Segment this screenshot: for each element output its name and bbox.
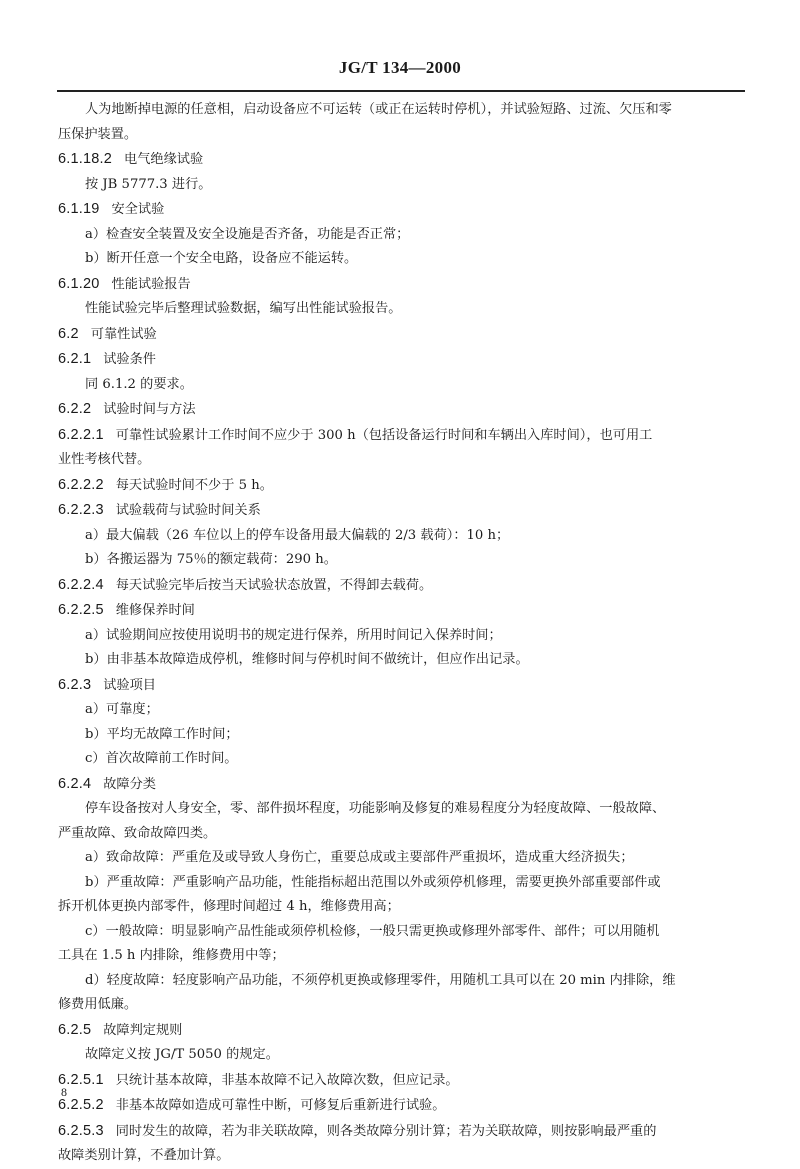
section-number: 6.2.1 (58, 351, 92, 367)
section-title: 试验条件 (103, 352, 156, 367)
section-heading (58, 197, 748, 223)
section-heading (58, 423, 748, 449)
section-number: 6.1.19 (58, 201, 100, 217)
paragraph-continuation: 拆开机体更换内部零件，修理时间超过 4 h，维修费用高； (58, 899, 400, 914)
section-title: 同时发生的故障，若为非关联故障，则各类故障分别计算；若为关联故障，则按影响最严重的 (115, 1123, 657, 1139)
section-title: 试验时间与方法 (103, 402, 196, 417)
section-title: 性能试验报告 (111, 276, 191, 292)
section-number: 6.2.2.4 (58, 576, 104, 593)
section-number: 6.2.2.1 (58, 426, 104, 443)
section-heading (58, 473, 748, 499)
paragraph-line: 性能试验完毕后整理试验数据，编写出性能试验报告。 (85, 301, 402, 316)
section-heading (58, 322, 748, 348)
section-title: 可靠性试验 (90, 326, 157, 342)
paragraph-line: a）最大偏载（26 车位以上的停车设备用最大偏载的 2/3 载荷）：10 h； (85, 527, 510, 543)
paragraph-line: c）首次故障前工作时间。 (85, 751, 238, 766)
section-title: 只统计基本故障，非基本故障不记入故障次数，但应记录。 (115, 1072, 459, 1088)
section-number: 6.2.2.3 (58, 502, 104, 518)
section-title: 试验载荷与试验时间关系 (115, 503, 261, 518)
page-number: 8 (61, 1085, 67, 1099)
section-number: 6.2.2.2 (58, 476, 104, 493)
paragraph-line: a）试验期间应按使用说明书的规定进行保养，所用时间记入保养时间； (85, 627, 502, 643)
paragraph-line: d）轻度故障：轻度影响产品功能，不须停机更换或修理零件，用随机工具可以在 20 min 内排除，维 (85, 972, 676, 988)
section-number: 6.2.4 (58, 775, 92, 792)
paragraph-line: 停车设备按对人身安全，零、部件损坏程度，功能影响及修复的难易程度分为轻度故障、一般故障、 (85, 801, 666, 816)
section-heading (58, 347, 748, 373)
paragraph-continuation: 工具在 1.5 h 内排除，维修费用中等； (58, 948, 285, 963)
paragraph-line: b）平均无故障工作时间； (85, 726, 239, 742)
paragraph-line: a）致命故障：严重危及或导致人身伤亡，重要总成或主要部件严重损坏，造成重大经济损失； (85, 850, 634, 865)
paragraph-line: b）断开任意一个安全电路，设备应不能运转。 (85, 251, 358, 266)
section-title: 维修保养时间 (115, 603, 195, 618)
paragraph-line: b）严重故障：严重影响产品功能，性能指标超出范围以外或须停机修理，需要更换外部重要部件或 (85, 874, 661, 890)
section-heading (58, 147, 748, 173)
section-title: 试验项目 (103, 677, 156, 693)
section-heading (58, 272, 748, 298)
section-number: 6.1.18.2 (58, 151, 113, 167)
section-number: 6.2.5.3 (58, 1122, 104, 1139)
section-number: 6.2.2.5 (58, 602, 104, 618)
section-number: 6.2.2 (58, 401, 92, 417)
section-heading (58, 1119, 748, 1145)
paragraph-line: 故障定义按 JG/T 5050 的规定。 (85, 1047, 279, 1062)
section-title: 故障分类 (103, 776, 156, 792)
section-number: 6.1.20 (58, 275, 100, 292)
section-number: 6.2.3 (58, 676, 92, 693)
section-heading (58, 397, 748, 423)
section-heading (58, 772, 748, 798)
section-number: 6.2.5 (58, 1021, 92, 1038)
paragraph-line: c）一般故障：明显影响产品性能或须停机检修，一般只需更换或修理外部零件、部件；可以用随机 (85, 923, 660, 939)
section-heading (58, 1068, 748, 1094)
section-heading (58, 573, 748, 599)
section-title: 电气绝缘试验 (124, 152, 204, 167)
paragraph-line: a）可靠度； (85, 702, 159, 717)
section-heading (58, 673, 748, 699)
section-title: 非基本故障如造成可靠性中断，可修复后重新进行试验。 (115, 1098, 446, 1113)
section-heading (58, 1093, 748, 1119)
paragraph-continuation: 业性考核代替。 (58, 452, 151, 467)
header-rule (57, 90, 745, 92)
paragraph-line: a）检查安全装置及安全设施是否齐备，功能是否正常； (85, 226, 410, 242)
section-number: 6.2.5.2 (58, 1097, 104, 1113)
section-title: 安全试验 (111, 202, 165, 217)
section-title: 每天试验时间不少于 5 h。 (115, 477, 273, 493)
paragraph-line: 按 JB 5777.3 进行。 (85, 176, 212, 192)
paragraph-line: 人为地断掉电源的任意相，启动设备应不可运转（或正在运转时停机），并试验短路、过流、欠压和零 (85, 102, 672, 117)
paragraph-continuation: 故障类别计算，不叠加计算。 (58, 1148, 230, 1163)
section-heading (58, 498, 748, 524)
document-body (58, 98, 748, 1169)
section-title: 故障判定规则 (103, 1022, 183, 1038)
paragraph-continuation: 严重故障、致命故障四类。 (58, 825, 217, 841)
standard-code-header: JG/T 134—2000 (338, 58, 462, 77)
paragraph-continuation: 压保护装置。 (58, 126, 138, 142)
section-number: 6.2.5.1 (58, 1071, 104, 1088)
paragraph-line: b）由非基本故障造成停机，维修时间与停机时间不做统计，但应作出记录。 (85, 652, 529, 667)
paragraph-continuation: 修费用低廉。 (58, 997, 138, 1012)
paragraph-line: 同 6.1.2 的要求。 (85, 376, 193, 392)
section-heading (58, 1018, 748, 1044)
section-number: 6.2 (58, 325, 79, 342)
section-title: 每天试验完毕后按当天试验状态放置，不得卸去载荷。 (115, 577, 433, 593)
paragraph-line: b）各搬运器为 75％的额定载荷：290 h。 (85, 552, 337, 567)
section-title: 可靠性试验累计工作时间不应少于 300 h（包括设备运行时间和车辆出入库时间），也可用工 (115, 427, 653, 443)
section-heading (58, 598, 748, 624)
